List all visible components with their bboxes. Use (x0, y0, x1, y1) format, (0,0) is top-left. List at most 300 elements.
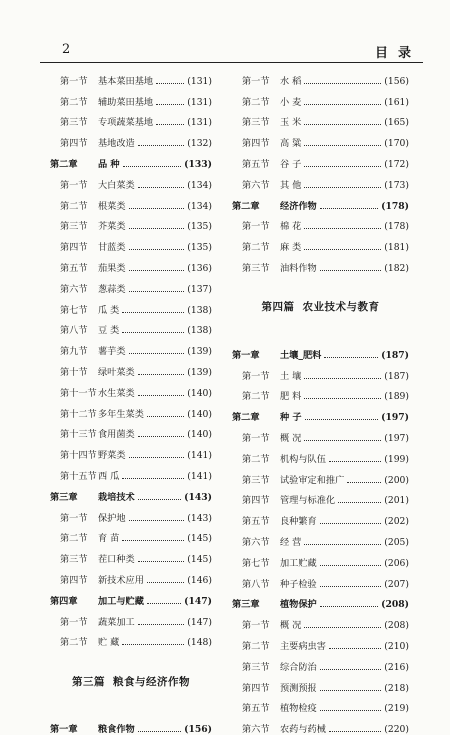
page-ref: (156) (384, 75, 409, 87)
toc-section-entry[interactable] (50, 295, 212, 316)
section-title: 综合防治 (280, 661, 317, 673)
section-title: 基本菜田基地 (98, 75, 154, 87)
toc-section-entry[interactable] (232, 610, 409, 631)
dot-leader (320, 669, 382, 670)
section-title: 土 壤 (280, 370, 302, 382)
toc-section-entry[interactable] (50, 544, 212, 565)
section-number: 第七节 (242, 557, 270, 569)
chapter-title: 植物保护 (280, 599, 317, 611)
page-ref: (140) (187, 387, 212, 399)
section-number: 第三节 (242, 262, 270, 274)
section-title: 贮 藏 (98, 637, 120, 649)
page-ref: (178) (381, 200, 409, 212)
page-ref: (138) (187, 325, 212, 337)
section-number: 第十一节 (60, 387, 97, 399)
dot-leader (324, 357, 378, 358)
section-title: 新技术应用 (98, 574, 144, 586)
toc-chapter-entry[interactable] (50, 586, 212, 607)
page-ref: (135) (187, 242, 212, 254)
page-ref: (131) (187, 75, 212, 87)
page-ref: (165) (384, 117, 409, 129)
section-title: 玉 米 (280, 117, 302, 129)
dot-leader (138, 374, 185, 375)
toc-section-entry[interactable] (232, 569, 409, 590)
section-number: 第二节 (242, 453, 270, 465)
page-ref: (143) (187, 512, 212, 524)
section-title: 甘蓝类 (98, 242, 126, 254)
dot-leader (304, 145, 381, 146)
page-ref: (139) (187, 366, 212, 378)
page-ref: (133) (184, 158, 212, 170)
section-number: 第七节 (60, 304, 88, 316)
toc-section-entry[interactable] (50, 87, 212, 108)
toc-section-entry[interactable] (232, 170, 409, 191)
dot-leader (304, 378, 381, 379)
chapter-number: 第二章 (232, 200, 260, 212)
section-number: 第二节 (242, 640, 270, 652)
dot-leader (329, 648, 381, 649)
chapter-number: 第三章 (50, 491, 78, 503)
section-number: 第四节 (242, 138, 270, 150)
section-number: 第十二节 (60, 408, 97, 420)
page-ref: (145) (187, 554, 212, 566)
toc-section-entry[interactable] (50, 336, 212, 357)
section-number: 第二节 (60, 96, 88, 108)
section-number: 第一节 (242, 75, 270, 87)
page-ref: (208) (384, 620, 409, 632)
page-ref: (201) (384, 495, 409, 507)
dot-leader (138, 187, 185, 188)
dot-leader (338, 502, 381, 503)
page-title: 目录 (374, 46, 421, 61)
toc-chapter-entry[interactable] (232, 402, 409, 423)
page-ref: (220) (384, 724, 409, 735)
toc-section-entry[interactable] (232, 694, 409, 715)
toc-section-entry[interactable] (232, 149, 409, 170)
toc-section-entry[interactable] (232, 66, 409, 87)
page-ref: (148) (187, 637, 212, 649)
section-title: 野菜类 (98, 450, 126, 462)
section-number: 第四节 (60, 574, 88, 586)
toc-section-entry[interactable] (232, 714, 409, 735)
toc-section-entry[interactable] (50, 108, 212, 129)
chapter-title: 粮食作物 (98, 724, 135, 735)
part-number: 第四篇 (261, 301, 295, 314)
dot-leader (320, 565, 382, 566)
section-number: 第四节 (60, 242, 88, 254)
dot-leader (304, 166, 381, 167)
dot-leader (320, 270, 382, 271)
section-number: 第二节 (60, 200, 88, 212)
dot-leader (305, 419, 379, 420)
section-number: 第一节 (60, 179, 88, 191)
toc-section-entry[interactable] (50, 503, 212, 524)
section-number: 第三节 (60, 554, 88, 566)
page-ref: (145) (187, 533, 212, 545)
dot-leader (320, 690, 382, 691)
section-number: 第二节 (60, 533, 88, 545)
dot-leader (147, 416, 184, 417)
dot-leader (129, 208, 185, 209)
page-header (40, 40, 423, 63)
toc-section-entry[interactable] (232, 506, 409, 527)
dot-leader (138, 561, 185, 562)
chapter-title: 土壤_肥料 (280, 349, 322, 361)
section-title: 茄果类 (98, 262, 126, 274)
section-number: 第一节 (60, 616, 88, 628)
section-number: 第三节 (242, 474, 270, 486)
dot-leader (320, 208, 378, 209)
chapter-title: 种 子 (280, 412, 302, 424)
toc-section-entry[interactable] (50, 316, 212, 337)
dot-leader (122, 478, 184, 479)
page-ref: (181) (384, 242, 409, 254)
chapter-number: 第一章 (232, 349, 260, 361)
toc-section-entry[interactable] (232, 631, 409, 652)
section-number: 第三节 (242, 661, 270, 673)
page-ref: (140) (187, 408, 212, 420)
chapter-title: 栽培技术 (98, 491, 135, 503)
section-number: 第三节 (60, 117, 88, 129)
toc-part-heading[interactable] (50, 662, 212, 700)
toc-section-entry[interactable] (232, 652, 409, 673)
dot-leader (147, 603, 181, 604)
dot-leader (156, 124, 184, 125)
page-ref: (218) (384, 682, 409, 694)
dot-leader (320, 523, 382, 524)
dot-leader (129, 520, 185, 521)
page-ref: (208) (381, 599, 409, 611)
page-ref: (210) (384, 640, 409, 652)
dot-leader (320, 710, 382, 711)
section-number: 第六节 (242, 536, 270, 548)
toc-section-entry[interactable] (50, 170, 212, 191)
dot-leader (329, 461, 381, 462)
section-title: 管理与标准化 (280, 495, 336, 507)
section-title: 基地改造 (98, 138, 135, 150)
dot-leader (304, 228, 381, 229)
chapter-number: 第三章 (232, 599, 260, 611)
section-title: 良种繁育 (280, 516, 317, 528)
toc-section-entry[interactable] (232, 128, 409, 149)
section-number: 第六节 (242, 179, 270, 191)
page-ref: (216) (384, 661, 409, 673)
toc-chapter-entry[interactable] (50, 149, 212, 170)
section-number: 第一节 (242, 432, 270, 444)
dot-leader (304, 627, 381, 628)
page-ref: (143) (184, 491, 212, 503)
part-number: 第三篇 (72, 675, 105, 688)
page-ref: (134) (187, 200, 212, 212)
section-title: 蔬菜加工 (98, 616, 135, 628)
toc-chapter-entry[interactable] (232, 590, 409, 611)
page-ref: (187) (384, 370, 409, 382)
dot-leader (129, 353, 185, 354)
page-ref: (139) (187, 346, 212, 358)
dot-leader (129, 457, 185, 458)
dot-leader (304, 124, 381, 125)
section-title: 农药与药械 (280, 724, 326, 735)
section-title: 主要病虫害 (280, 640, 326, 652)
section-number: 第二节 (60, 637, 88, 649)
section-title: 概 况 (280, 620, 302, 632)
toc-section-entry[interactable] (232, 527, 409, 548)
page-ref: (182) (384, 262, 409, 274)
toc-section-entry[interactable] (232, 673, 409, 694)
toc-section-entry[interactable] (50, 212, 212, 233)
page-ref: (156) (184, 724, 212, 735)
section-title: 薯芋类 (98, 346, 126, 358)
toc-section-entry[interactable] (232, 465, 409, 486)
toc-section-entry[interactable] (50, 399, 212, 420)
dot-leader (329, 731, 381, 732)
toc-section-entry[interactable] (232, 212, 409, 233)
section-title: 辅助菜田基地 (98, 96, 154, 108)
section-number: 第六节 (60, 283, 88, 295)
section-title: 试验审定和推广 (280, 474, 345, 486)
toc-section-entry[interactable] (232, 486, 409, 507)
page-ref: (170) (384, 138, 409, 150)
part-spacer (50, 648, 212, 662)
section-title: 芥菜类 (98, 221, 126, 233)
toc-left-column (50, 66, 212, 735)
toc-section-entry[interactable] (232, 444, 409, 465)
section-title: 肥 料 (280, 391, 302, 403)
dot-leader (156, 83, 184, 84)
dot-leader (129, 228, 185, 229)
section-number: 第五节 (242, 158, 270, 170)
page-ref: (141) (187, 470, 212, 482)
page-ref: (178) (384, 221, 409, 233)
dot-leader (138, 436, 185, 437)
section-number: 第五节 (60, 262, 88, 274)
part-title: 农业技术与教育 (302, 301, 380, 314)
page-ref: (141) (187, 450, 212, 462)
page-ref: (135) (187, 221, 212, 233)
section-title: 谷 子 (280, 158, 302, 170)
section-title: 预测预报 (280, 682, 317, 694)
section-title: 豆 类 (98, 325, 120, 337)
page-ref: (147) (184, 595, 212, 607)
page-ref: (137) (187, 283, 212, 295)
section-title: 油料作物 (280, 262, 317, 274)
section-number: 第二节 (242, 96, 270, 108)
toc-section-entry[interactable] (50, 253, 212, 274)
page-number: 2 (62, 42, 71, 57)
section-title: 瓜 类 (98, 304, 120, 316)
section-number: 第一节 (60, 512, 88, 524)
section-number: 第十四节 (60, 450, 97, 462)
page-ref: (189) (384, 391, 409, 403)
page-ref: (205) (384, 536, 409, 548)
page-ref: (131) (187, 96, 212, 108)
section-title: 种子检验 (280, 578, 317, 590)
section-number: 第十三节 (60, 429, 97, 441)
page-ref: (197) (384, 432, 409, 444)
toc-section-entry[interactable] (232, 548, 409, 569)
toc-section-entry[interactable] (50, 191, 212, 212)
chapter-title: 品 种 (98, 158, 120, 170)
toc-section-entry[interactable] (50, 565, 212, 586)
dot-leader (304, 440, 381, 441)
page-ref: (146) (187, 574, 212, 586)
section-number: 第一节 (242, 620, 270, 632)
section-number: 第三节 (242, 117, 270, 129)
dot-leader (304, 249, 381, 250)
page-ref: (147) (187, 616, 212, 628)
toc-chapter-entry[interactable] (232, 340, 409, 361)
section-number: 第一节 (242, 370, 270, 382)
page-ref: (134) (187, 179, 212, 191)
chapter-title: 经济作物 (280, 200, 317, 212)
dot-leader (304, 544, 381, 545)
toc-section-entry[interactable] (50, 628, 212, 649)
toc-section-entry[interactable] (232, 253, 409, 274)
section-title: 棉 花 (280, 221, 302, 233)
section-title: 高 粱 (280, 138, 302, 150)
section-number: 第四节 (242, 682, 270, 694)
section-title: 西 瓜 (98, 470, 120, 482)
section-title: 概 况 (280, 432, 302, 444)
dot-leader (156, 104, 184, 105)
dot-leader (129, 291, 185, 292)
section-title: 大白菜类 (98, 179, 135, 191)
toc-section-entry[interactable] (50, 524, 212, 545)
section-number: 第一节 (60, 75, 88, 87)
section-title: 麻 类 (280, 242, 302, 254)
section-number: 第六节 (242, 724, 270, 735)
toc-section-entry[interactable] (50, 378, 212, 399)
page-ref: (197) (381, 412, 409, 424)
toc-section-entry[interactable] (50, 66, 212, 87)
toc-section-entry[interactable] (232, 382, 409, 403)
section-title: 保护地 (98, 512, 126, 524)
page-ref: (161) (384, 96, 409, 108)
page-ref: (172) (384, 158, 409, 170)
chapter-number: 第四章 (50, 595, 78, 607)
page-ref: (140) (187, 429, 212, 441)
section-title: 植物检疫 (280, 703, 317, 715)
section-title: 食用菌类 (98, 429, 135, 441)
section-title: 绿叶菜类 (98, 366, 135, 378)
section-title: 葱蒜类 (98, 283, 126, 295)
dot-leader (138, 395, 185, 396)
dot-leader (347, 482, 381, 483)
page-ref: (207) (384, 578, 409, 590)
part-spacer (232, 326, 409, 340)
section-number: 第四节 (60, 138, 88, 150)
page-ref: (199) (384, 453, 409, 465)
toc-part-heading[interactable] (232, 288, 409, 326)
toc-section-entry[interactable] (50, 274, 212, 295)
section-number: 第八节 (60, 325, 88, 337)
toc-section-entry[interactable] (50, 607, 212, 628)
toc-section-entry[interactable] (50, 440, 212, 461)
chapter-number: 第二章 (232, 412, 260, 424)
dot-leader (138, 145, 185, 146)
toc-section-entry[interactable] (232, 232, 409, 253)
toc-section-entry[interactable] (232, 361, 409, 382)
dot-leader (129, 249, 185, 250)
section-number: 第三节 (60, 221, 88, 233)
section-number: 第十节 (60, 366, 88, 378)
section-number: 第五节 (242, 703, 270, 715)
section-title: 经 营 (280, 536, 302, 548)
page-ref: (219) (384, 703, 409, 715)
dot-leader (304, 104, 381, 105)
dot-leader (122, 540, 184, 541)
section-title: 水 稻 (280, 75, 302, 87)
section-title: 其 他 (280, 179, 302, 191)
section-number: 第九节 (60, 346, 88, 358)
toc-section-entry[interactable] (50, 357, 212, 378)
page-ref: (131) (187, 117, 212, 129)
dot-leader (320, 586, 382, 587)
dot-leader (147, 582, 184, 583)
section-number: 第四节 (242, 495, 270, 507)
section-number: 第五节 (242, 516, 270, 528)
page-ref: (132) (187, 138, 212, 150)
toc-section-entry[interactable] (232, 87, 409, 108)
dot-leader (320, 606, 378, 607)
section-title: 专项蔬菜基地 (98, 117, 154, 129)
section-title: 小 麦 (280, 96, 302, 108)
chapter-number: 第二章 (50, 158, 78, 170)
section-title: 根菜类 (98, 200, 126, 212)
page-ref: (206) (384, 557, 409, 569)
part-spacer (50, 700, 212, 714)
part-spacer (232, 274, 409, 288)
section-number: 第十五节 (60, 470, 97, 482)
dot-leader (122, 332, 184, 333)
page-ref: (200) (384, 474, 409, 486)
dot-leader (138, 499, 181, 500)
toc-chapter-entry[interactable] (50, 482, 212, 503)
toc-section-entry[interactable] (50, 128, 212, 149)
dot-leader (122, 644, 184, 645)
chapter-number: 第一章 (50, 724, 78, 735)
section-number: 第一节 (242, 221, 270, 233)
dot-leader (138, 624, 185, 625)
toc-section-entry[interactable] (50, 420, 212, 441)
section-title: 机构与队伍 (280, 453, 326, 465)
dot-leader (138, 731, 181, 732)
toc-section-entry[interactable] (50, 461, 212, 482)
dot-leader (122, 312, 184, 313)
dot-leader (123, 166, 182, 167)
page-ref: (138) (187, 304, 212, 316)
page-ref: (136) (187, 262, 212, 274)
page-ref: (187) (381, 349, 409, 361)
section-number: 第八节 (242, 578, 270, 590)
section-title: 茬口种类 (98, 554, 135, 566)
dot-leader (304, 398, 381, 399)
page-ref: (202) (384, 516, 409, 528)
section-number: 第二节 (242, 391, 270, 403)
section-title: 加工贮藏 (280, 557, 317, 569)
toc-chapter-entry[interactable] (50, 714, 212, 735)
section-number: 第二节 (242, 242, 270, 254)
dot-leader (304, 83, 381, 84)
toc-section-entry[interactable] (232, 423, 409, 444)
dot-leader (304, 187, 381, 188)
section-title: 育 苗 (98, 533, 120, 545)
toc-chapter-entry[interactable] (232, 191, 409, 212)
dot-leader (129, 270, 185, 271)
toc-section-entry[interactable] (50, 232, 212, 253)
toc-section-entry[interactable] (232, 108, 409, 129)
section-title: 水生菜类 (98, 387, 135, 399)
